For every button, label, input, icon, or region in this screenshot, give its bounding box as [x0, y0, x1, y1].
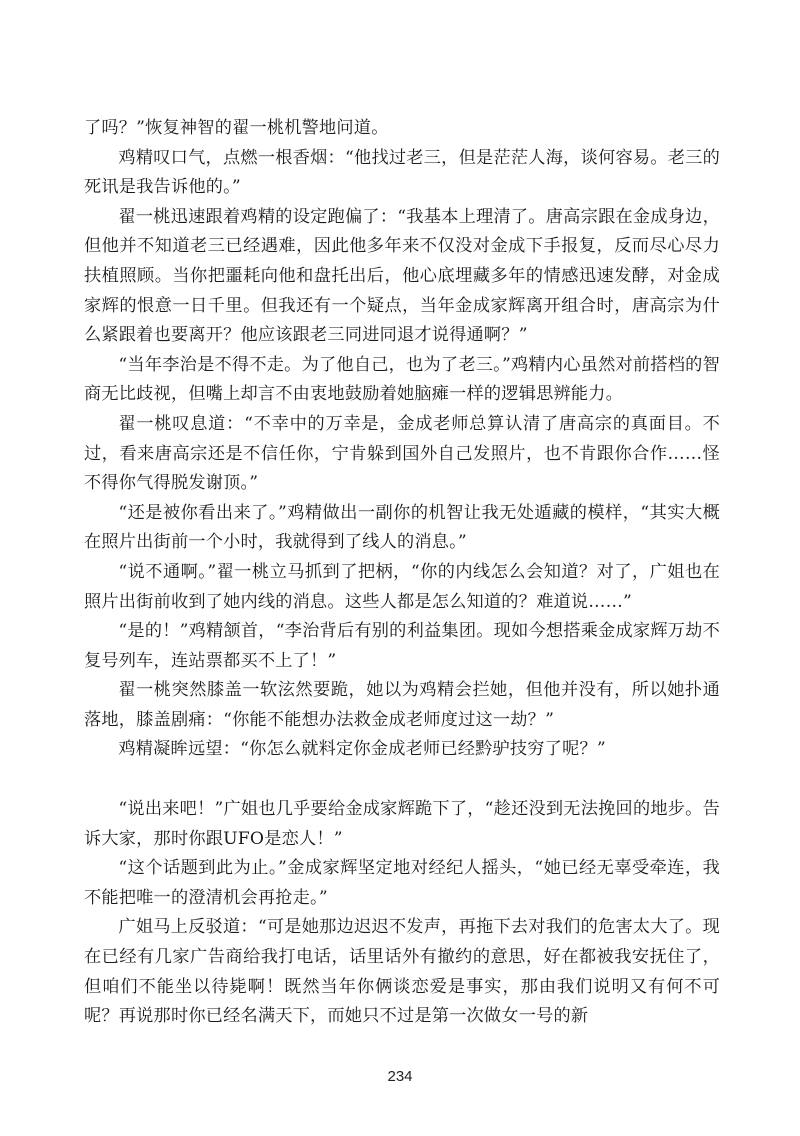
- paragraph: “是的！”鸡精颔首，“李治背后有别的利益集团。现如今想搭乘金成家辉万劫不复号列车，连站票都买不上了！”: [84, 621, 720, 671]
- paragraph: 鸡精凝眸远望：“你怎么就料定你金成老师已经黔驴技穷了呢？”: [118, 739, 606, 760]
- paragraph: 翟一桃突然膝盖一软泫然要跪，她以为鸡精会拦她，但他并没有，所以她扑通落地，膝盖剧痛：“你能不能想办法救金成老师度过这一劫？”: [84, 680, 720, 730]
- paragraph: “还是被你看出来了。”鸡精做出一副你的机智让我无处遁藏的模样，“其实大概在照片出街前一个小时，我就得到了线人的消息。”: [84, 502, 720, 553]
- paragraph: “当年李治是不得不走。为了他自己，也为了老三。”鸡精内心虽然对前搭档的智商无比歧视，但嘴上却言不由衷地鼓励着她脑瘫一样的逻辑思辨能力。: [84, 354, 720, 405]
- paragraph: “说出来吧！”广姐也几乎要给金成家辉跪下了，“趁还没到无法挽回的地步。告诉大家，那时你跟UFO是恋人！”: [84, 799, 720, 849]
- paragraph: “说不通啊。”翟一桃立马抓到了把柄，“你的内线怎么会知道？对了，广姐也在照片出街前收到了她内线的消息。这些人都是怎么知道的？难道说……”: [84, 561, 720, 612]
- page-body: [84, 114, 720, 1032]
- paragraph: “这个话题到此为止。”金成家辉坚定地对经纪人摇头，“她已经无辜受牵连，我不能把唯一的澄清机会再抢走。”: [84, 858, 720, 908]
- paragraph: 翟一桃迅速跟着鸡精的设定跑偏了：“我基本上理清了。唐高宗跟在金成身边，但他并不知道老三已经遇难，因此他多年来不仅没对金成下手报复，反而尽心尽力扶植照顾。当你把噩耗向他和盘托出后，他心底埋藏多年的情感迅速发酵，对金成家辉的恨意一日千里。但我还有一个疑点，当年金成家辉离开组合时，唐高宗为什么紧跟着也要离开？他应该跟老三同进同退才说得通啊？”: [84, 206, 720, 346]
- paragraph: 翟一桃叹息道：“不幸中的万幸是，金成老师总算认清了唐高宗的真面目。不过，看来唐高宗还是不信任你，宁肯躲到国外自己发照片，也不肯跟你合作……怪不得你气得脱发谢顶。”: [84, 413, 720, 494]
- page-number: 234: [387, 1068, 413, 1085]
- paragraph: 了吗？”恢复神智的翟一桃机警地问道。: [84, 118, 389, 138]
- paragraph: 广姐马上反驳道：“可是她那边迟迟不发声，再拖下去对我们的危害太大了。现在已经有几家广告商给我打电话，话里话外有撤约的意思，好在都被我安抚住了，但咱们不能坐以待毙啊！既然当年你俩谈恋爱是事实，那由我们说明又有何不可呢？再说那时你已经名满天下，而她只不过是第一次做女一号的新: [84, 917, 720, 1027]
- section-break: [84, 765, 720, 795]
- paragraph: 鸡精叹口气，点燃一根香烟：“他找过老三，但是茫茫人海，谈何容易。老三的死讯是我告诉他的。”: [84, 147, 720, 198]
